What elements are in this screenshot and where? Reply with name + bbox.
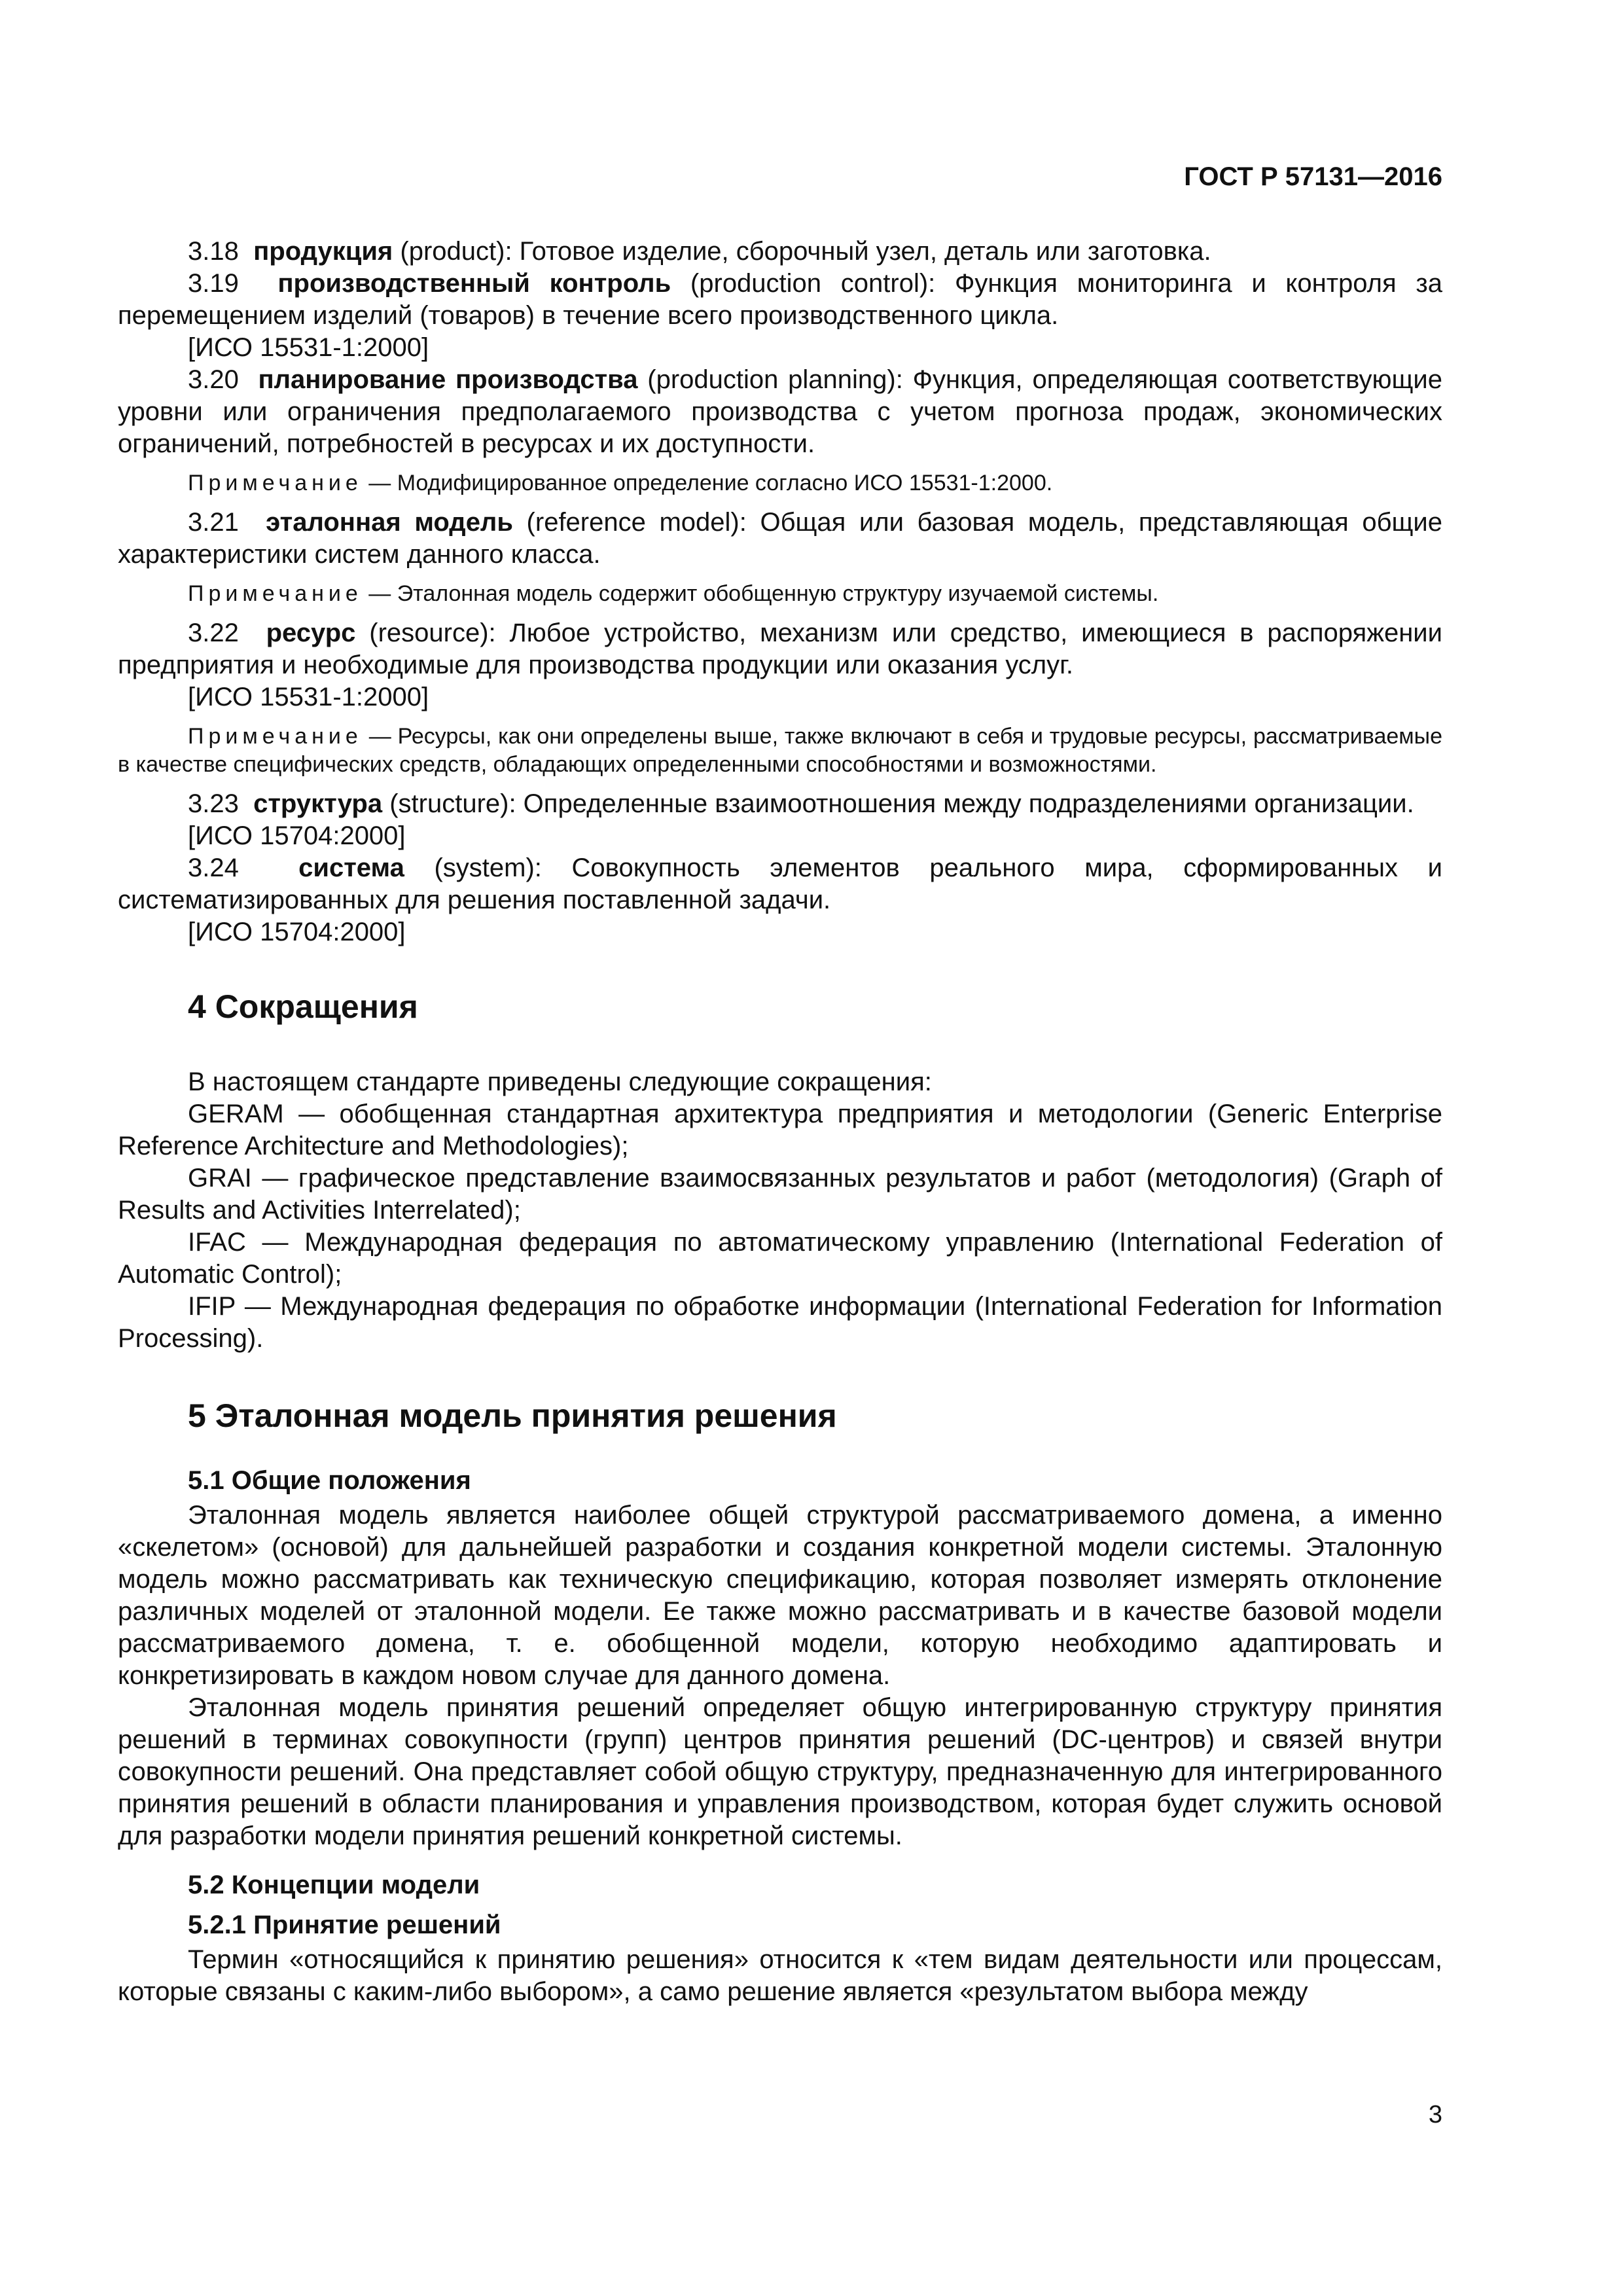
definition-3-23: 3.23 структура (structure): Определенные взаимоотношения между подразделениями организации. bbox=[188, 789, 1414, 818]
abbreviation-ifip: IFIP — Международная федерация по обработке информации (International Federation for Information Processing). bbox=[118, 1292, 1442, 1353]
section-5-1-heading: 5.1 Общие положения bbox=[188, 1466, 471, 1495]
definition-3-22: 3.22 ресурс (resource): Любое устройство, механизм или средство, имеющиеся в распоряжении предприятия и необходимые для производства продукции или оказания услуг. bbox=[118, 619, 1442, 679]
definition-3-19: 3.19 производственный контроль (production control): Функция мониторинга и контроля за перемещением изделий (товаров) в течение всего производственного цикла. bbox=[118, 269, 1442, 330]
note-3-20: Примечание — Модифицированное определение согласно ИСО 15531-1:2000. bbox=[188, 471, 1053, 495]
definition-3-24: 3.24 система (system): Совокупность элементов реального мира, сформированных и систематизированных для решения поставленной задачи. bbox=[118, 853, 1442, 914]
section-5-2-1-heading: 5.2.1 Принятие решений bbox=[188, 1910, 501, 1939]
abbreviation-grai: GRAI — графическое представление взаимосвязанных результатов и работ (методология) (Graph of Results and Activities Interrelated); bbox=[118, 1164, 1442, 1225]
section-5-1-paragraph-2: Эталонная модель принятия решений определяет общую интегрированную структуру принятия решений в терминах совокупности (групп) центров принятия решений (DC-центров) и связей внутри совокупности решений. Она представляет собой общую структуру, предназначенную для интегрированного принятия решений в области планирования и управления производством, которая будет служить основой для разработки модели принятия решений конкретной системы. bbox=[118, 1693, 1442, 1850]
note-3-21: Примечание — Эталонная модель содержит обобщенную структуру изучаемой системы. bbox=[188, 581, 1159, 606]
page-content bbox=[118, 236, 1442, 2008]
section-5-2-1-paragraph-1: Термин «относящийся к принятию решения» относится к «тем видам деятельности или процессам, которые связаны с каким-либо выбором», а само решение является «результатом выбора между bbox=[118, 1945, 1442, 2006]
section-5-1-paragraph-1: Эталонная модель является наиболее общей структурой рассматриваемого домена, а именно «скелетом» (основой) для дальнейшей разработки и создания конкретной модели системы. Эталонную модель можно рассматривать как техническую спецификацию, которая позволяет измерять отклонение различных моделей от эталонной модели. Ее также можно рассматривать и в качестве базовой модели рассматриваемого домена, т. е. обобщенной модели, которую необходимо адаптировать и конкретизировать в каждом новом случае для данного домена. bbox=[118, 1501, 1442, 1690]
abbreviations-intro: В настоящем стандарте приведены следующие сокращения: bbox=[188, 1067, 932, 1096]
note-3-22: Примечание — Ресурсы, как они определены выше, также включают в себя и трудовые ресурсы, рассматриваемые в качестве специфических средств, обладающих определенными способностями и возможностями. bbox=[118, 724, 1442, 777]
section-5-heading: 5 Эталонная модель принятия решения bbox=[188, 1397, 837, 1434]
section-4-heading: 4 Сокращения bbox=[188, 988, 418, 1025]
section-5-2-heading: 5.2 Концепции модели bbox=[188, 1871, 480, 1899]
definition-3-21: 3.21 эталонная модель (reference model): Общая или базовая модель, представляющая общие характеристики систем данного класса. bbox=[118, 508, 1442, 569]
abbreviation-ifac: IFAC — Международная федерация по автоматическому управлению (International Federation of Automatic Control); bbox=[118, 1228, 1442, 1289]
reference-3-24: [ИСО 15704:2000] bbox=[188, 918, 406, 946]
page-number: 3 bbox=[1428, 2101, 1442, 2128]
abbreviation-geram: GERAM — обобщенная стандартная архитектура предприятия и методологии (Generic Enterprise Reference Architecture and Methodologies); bbox=[118, 1100, 1442, 1160]
reference-3-22: [ИСО 15531-1:2000] bbox=[188, 683, 429, 711]
reference-3-23: [ИСО 15704:2000] bbox=[188, 821, 406, 850]
document-header: ГОСТ Р 57131—2016 bbox=[1184, 162, 1442, 191]
document-page bbox=[118, 0, 1442, 2296]
reference-3-19: [ИСО 15531-1:2000] bbox=[188, 333, 429, 362]
definition-3-18: 3.18 продукция (product): Готовое изделие, сборочный узел, деталь или заготовка. bbox=[188, 237, 1211, 266]
definition-3-20: 3.20 планирование производства (production planning): Функция, определяющая соответствующие уровни или ограничения предполагаемого производства с учетом прогноза продаж, экономических ограничений, потребностей в ресурсах и их доступности. bbox=[118, 365, 1443, 458]
